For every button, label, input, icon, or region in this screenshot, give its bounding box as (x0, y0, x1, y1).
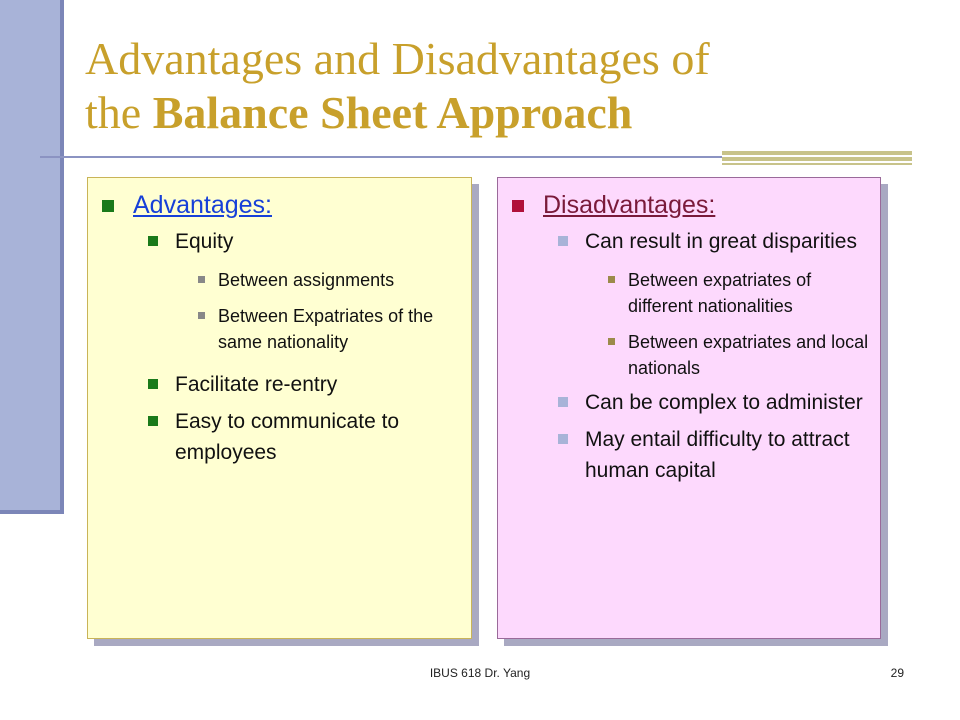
title-line-2-prefix: the (85, 87, 153, 138)
advantage-equity: Equity (175, 230, 234, 253)
square-bullet-icon (608, 338, 615, 345)
title-line-1: Advantages and Disadvantages of (85, 33, 710, 84)
disadvantages-heading-text[interactable]: Disadvantages: (543, 191, 716, 219)
advantages-heading (88, 190, 471, 220)
list-subitem (498, 267, 880, 319)
list-subitem (88, 303, 471, 355)
disadvantage-disparities-sub-1: Between expatriates of different nationalities (628, 270, 812, 316)
square-bullet-icon (608, 276, 615, 283)
disadvantage-disparities-sub-2: Between expatriates and local nationals (628, 332, 869, 378)
list-item (498, 226, 880, 257)
footer-page-number: 29 (890, 666, 904, 680)
list-item (88, 226, 471, 257)
square-bullet-icon (148, 236, 158, 246)
disadvantage-disparities: Can result in great disparities (585, 230, 857, 253)
square-bullet-icon (148, 379, 158, 389)
square-bullet-icon (558, 397, 568, 407)
title-line-2-bold: Balance Sheet Approach (152, 87, 633, 138)
advantage-equity-sub-1: Between assignments (218, 270, 395, 290)
advantages-heading-text[interactable]: Advantages: (133, 191, 272, 219)
disadvantage-attract: May entail difficulty to attract human capital (585, 428, 850, 482)
list-item (88, 406, 471, 468)
list-item (88, 369, 471, 400)
square-bullet-icon (558, 236, 568, 246)
list-item (498, 424, 880, 486)
square-bullet-icon (198, 312, 205, 319)
square-bullet-icon (558, 434, 568, 444)
left-decorative-bar (0, 0, 64, 514)
title-divider-accent (722, 151, 912, 165)
list-subitem (88, 267, 471, 293)
disadvantages-box (497, 177, 881, 639)
square-bullet-icon (102, 200, 114, 212)
advantage-reentry: Facilitate re-entry (175, 373, 338, 396)
footer-course-label: IBUS 618 Dr. Yang (429, 666, 531, 680)
square-bullet-icon (512, 200, 524, 212)
disadvantage-complex: Can be complex to administer (585, 391, 863, 414)
disadvantages-heading (498, 190, 880, 220)
square-bullet-icon (198, 276, 205, 283)
slide-title (85, 32, 925, 140)
advantages-box (87, 177, 472, 639)
list-subitem (498, 329, 880, 381)
advantage-equity-sub-2: Between Expatriates of the same nationality (218, 306, 434, 352)
advantage-communicate: Easy to communicate to employees (175, 410, 400, 464)
square-bullet-icon (148, 416, 158, 426)
title-line-2 (85, 86, 925, 140)
list-item (498, 387, 880, 418)
